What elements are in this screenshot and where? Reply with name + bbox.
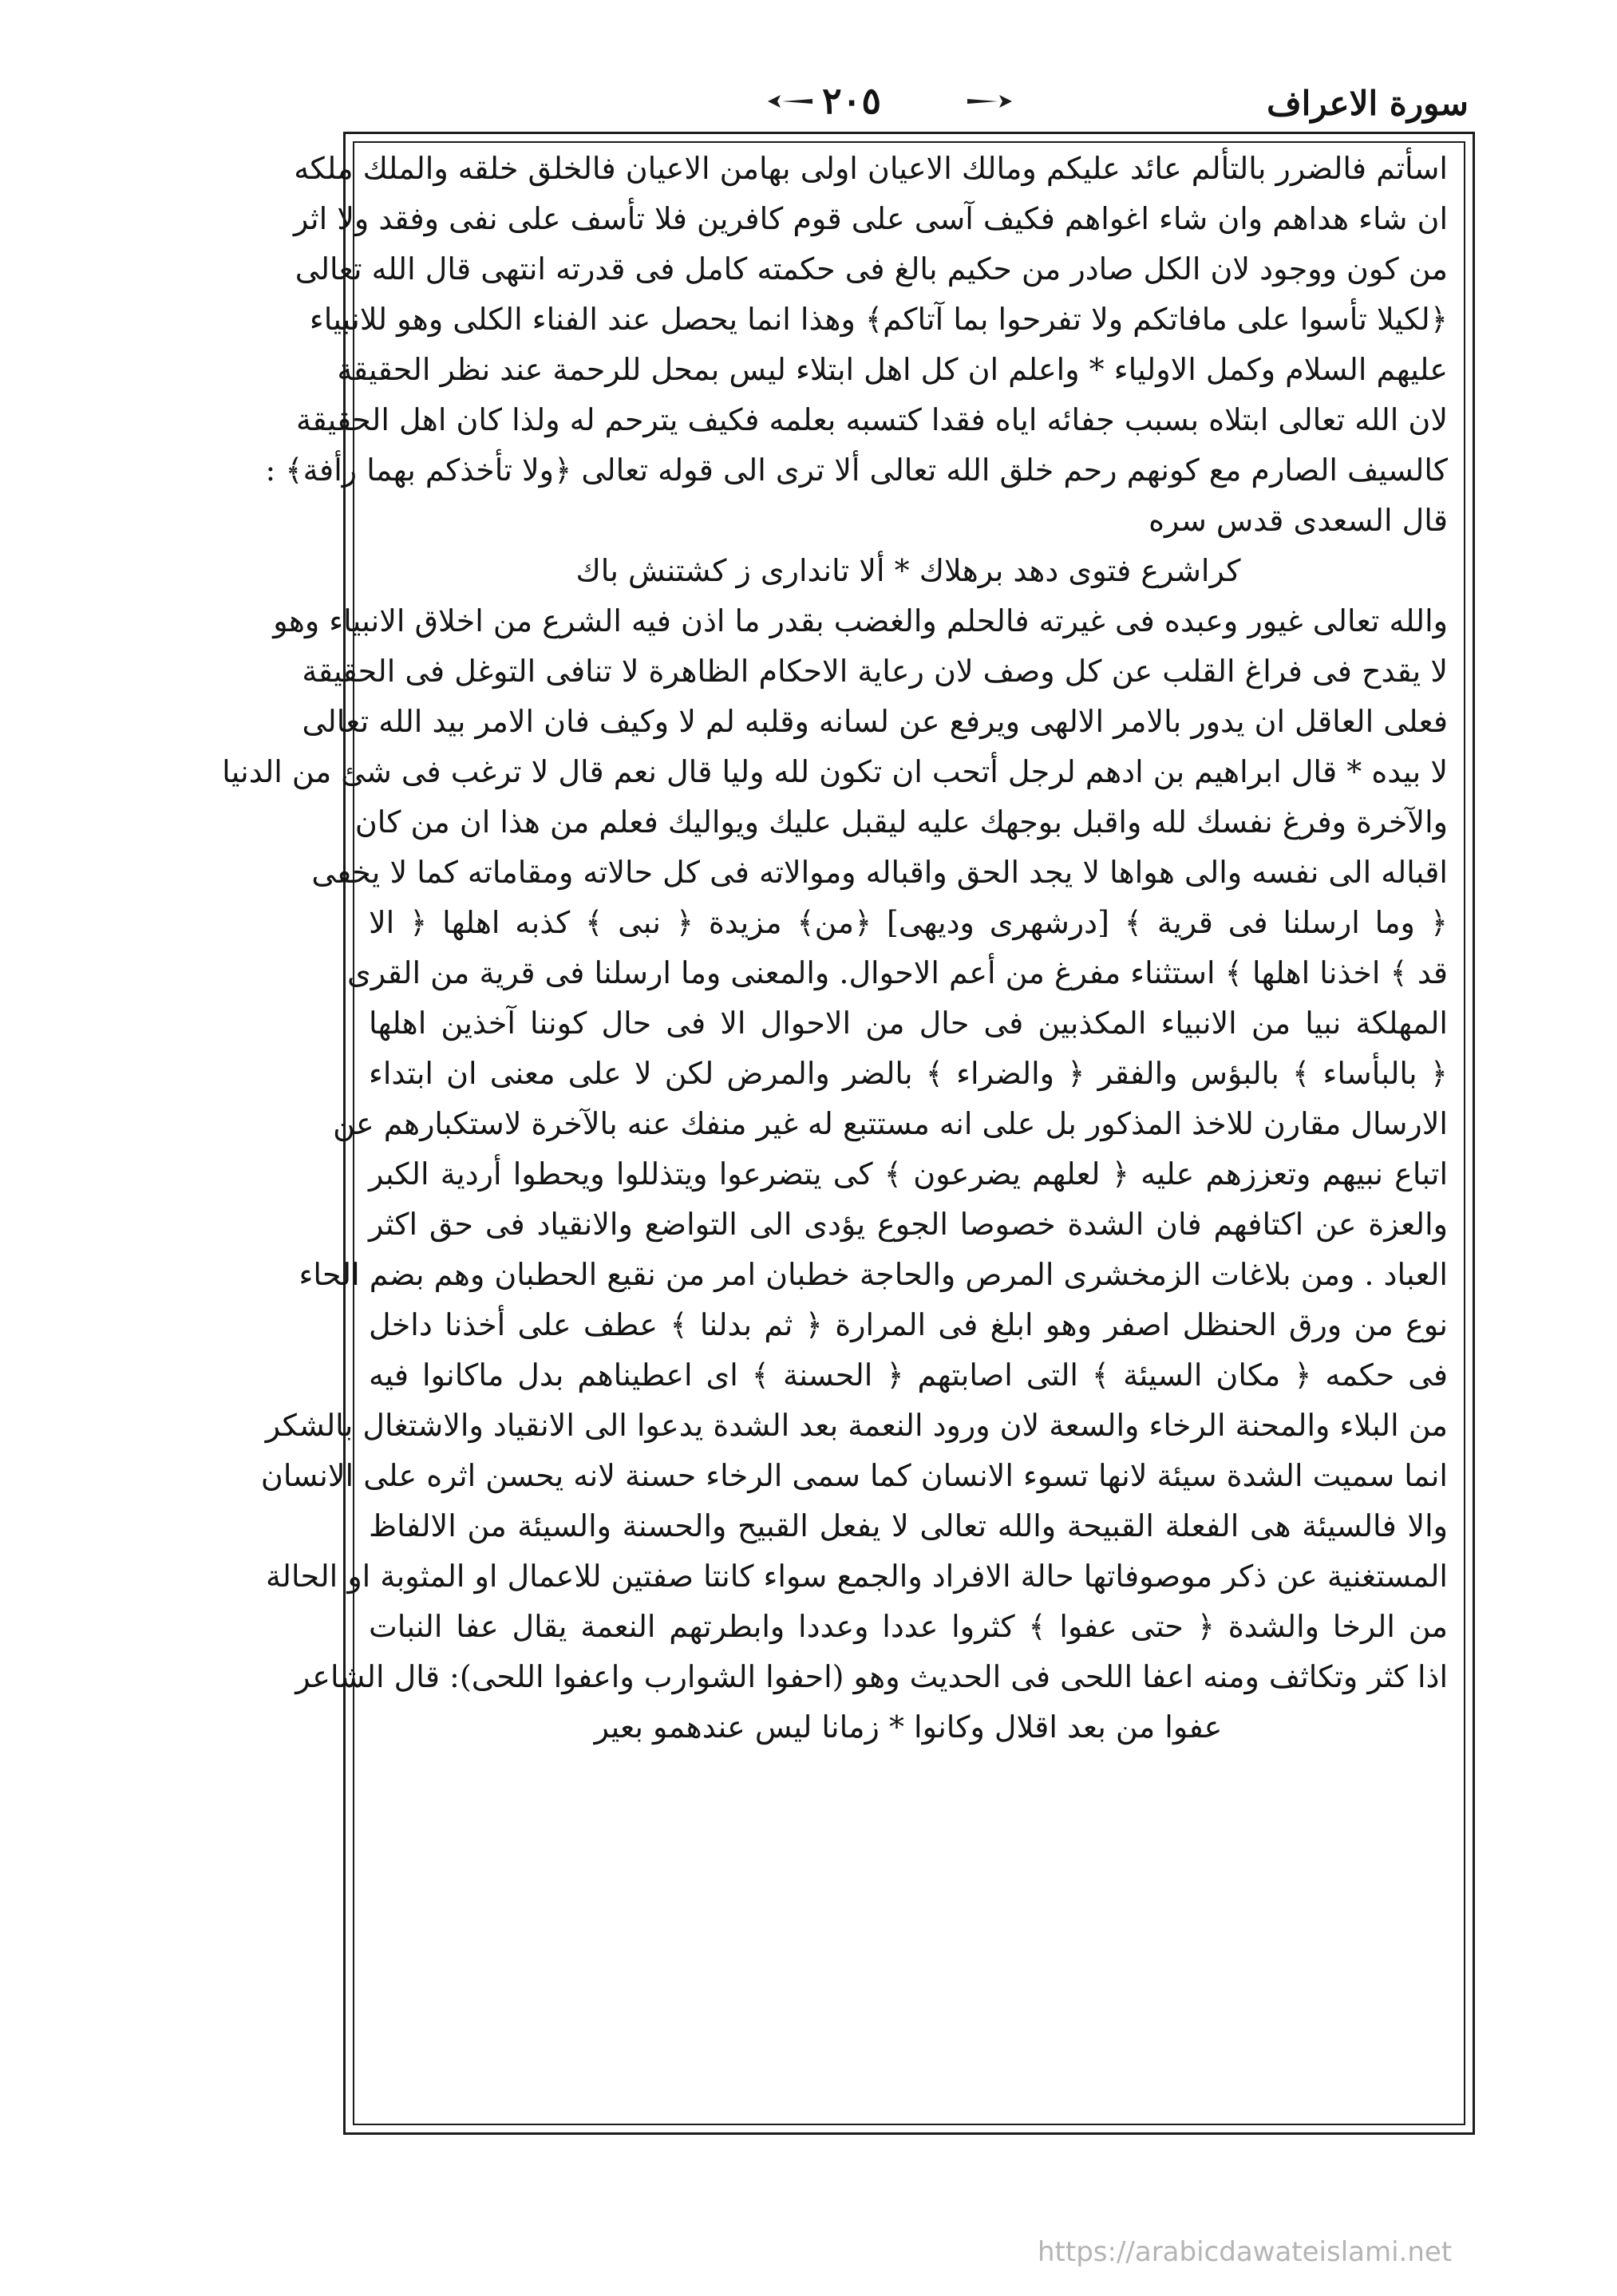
text-line: والا فالسيئة هى الفعلة القبيحة والله تعالى لا يفعل القبيح والحسنة والسيئة من الالفاظ (369, 1508, 1448, 1543)
text-line: الارسال مقارن للاخذ المذكور بل على انه مستتبع له غير منفك عنه بالآخرة لاستكبارهم عن (333, 1106, 1448, 1141)
text-line: كالسيف الصارم مع كونهم رحم خلق الله تعالى ألا ترى الى قوله تعالى ﴿ولا تأخذكم بهما رأفة﴾ : (265, 452, 1448, 488)
text-line: قال السعدى قدس سره (1149, 503, 1448, 538)
text-line: فى حكمه ﴿ مكان السيئة ﴾ التى اصابتهم ﴿ الحسنة ﴾ اى اعطيناهم بدل ماكانوا فيه (369, 1357, 1448, 1393)
text-line: لان الله تعالى ابتلاه بسبب جفائه اياه فقدا كتسبه بعلمه فكيف يترحم له ولذا كان اهل الحقيقة (295, 402, 1448, 437)
text-line: اذا كثر وتكاثف ومنه اعفا اللحى فى الحديث وهو (احفوا الشوارب واعفوا اللحى): قال الشاعر (295, 1659, 1448, 1694)
ornament-left-icon (766, 93, 814, 109)
body-text (222, 144, 1448, 1753)
page-number: ٢٠٥ (822, 79, 882, 122)
text-line: المهلكة نبيا من الانبياء المكذبين فى حال من الاحوال الا فى حال كوننا آخذين اهلها (369, 1006, 1448, 1041)
text-line: من الرخا والشدة ﴿ حتى عفوا ﴾ كثروا عددا وعددا وابطرتهم النعمة يقال عفا النبات (369, 1609, 1448, 1644)
text-line: اسأتم فالضرر بالتألم عائد عليكم ومالك الاعيان اولى بهامن الاعيان فالخلق خلقه والملك ملكه (294, 151, 1448, 186)
text-line: من كون ووجود لان الكل صادر من حكيم بالغ فى حكمته كامل فى قدرته انتهى قال الله تعالى (295, 251, 1448, 287)
ornament-right-icon (966, 93, 1014, 109)
text-line: نوع من ورق الحنظل اصفر وهو ابلغ فى المرارة ﴿ ثم بدلنا ﴾ عطف على أخذنا داخل (369, 1307, 1448, 1342)
poetry-verse: كراشرع فتوى دهد برهلاك * ألا تاندارى ز كشتنش باك (575, 553, 1241, 588)
text-line: ﴿ بالبأساء ﴾ بالبؤس والفقر ﴿ والضراء ﴾ بالضر والمرض لكن لا على معنى ان ابتداء (369, 1056, 1448, 1091)
text-line: فعلى العاقل ان يدور بالامر الالهى ويرفع عن لسانه وقلبه لم لا وكيف فان الامر بيد الله تعالى (302, 704, 1448, 739)
text-line: اتباع نبيهم وتعززهم عليه ﴿ لعلهم يضرعون ﴾ كى يتضرعوا ويتذللوا ويحطوا أردية الكبر (369, 1156, 1448, 1191)
text-line: المستغنية عن ذكر موصوفاتها حالة الافراد والجمع سواء كانتا صفتين للاعمال او المثوبة او الحالة (266, 1559, 1448, 1594)
text-line: انما سميت الشدة سيئة لانها تسوء الانسان كما سمى الرخاء حسنة لانه يحسن اثره على الانسان (260, 1458, 1448, 1493)
text-line: العباد . ومن بلاغات الزمخشرى المرص والحاجة خطبان امر من نقيع الحطبان وهم بضم الحاء (298, 1257, 1448, 1292)
page-header (351, 76, 1469, 132)
text-line: لا يقدح فى فراغ القلب عن كل وصف لان رعاية الاحكام الظاهرة لا تنافى التوغل فى الحقيقة (302, 654, 1448, 689)
text-line: لا بيده * قال ابراهيم بن ادهم لرجل أتحب ان تكون لله وليا قال نعم قال لا ترغب فى شئ من الدنيا (222, 754, 1448, 789)
text-line: ﴿ وما ارسلنا فى قرية ﴾ [درشهرى وديهى] ﴿من﴾ مزيدة ﴿ نبى ﴾ كذبه اهلها ﴿ الا (369, 905, 1448, 940)
text-line: عليهم السلام وكمل الاولياء * واعلم ان كل اهل ابتلاء ليس بمحل للرحمة عند نظر الحقيقة (337, 352, 1448, 387)
text-line: والعزة عن اكتافهم فان الشدة خصوصا الجوع يؤدى الى التواضع والانقياد فى حق اكثر (369, 1207, 1448, 1242)
text-line: ﴿لكيلا تأسوا على مافاتكم ولا تفرحوا بما آتاكم﴾ وهذا انما يحصل عند الفناء الكلى وهو للانبياء (309, 302, 1448, 337)
poetry-verse: عفوا من بعد اقلال وكانوا * زمانا ليس عندهمو بعير (594, 1709, 1223, 1745)
watermark-url: https://arabicdawateislami.net (1038, 2236, 1453, 2268)
text-line: والآخرة وفرغ نفسك لله واقبل بوجهك عليه ليقبل عليك ويواليك فعلم من هذا ان من كان (354, 804, 1448, 840)
text-line: من البلاء والمحنة الرخاء والسعة لان ورود النعمة بعد الشدة يدعوا الى الانقياد والاشتغال بالشكر (265, 1408, 1448, 1443)
text-line: ان شاء هداهم وان شاء اغواهم فكيف آسى على قوم كافرين فلا تأسف على نفى وفقد ولا اثر (294, 201, 1448, 236)
text-line: قد ﴾ اخذنا اهلها ﴾ استثناء مفرغ من أعم الاحوال. والمعنى وما ارسلنا فى قرية من القرى (346, 955, 1448, 990)
surah-title: سورة الاعراف (1267, 84, 1469, 123)
text-line: اقباله الى نفسه والى هواها لا يجد الحق واقباله وموالاته فى كل حالاته ومقاماته كما لا يخفى (311, 855, 1448, 890)
text-line: والله تعالى غيور وعبده فى غيرته فالحلم والغضب بقدر ما اذن فيه الشرع من اخلاق الانبياء وهو (273, 603, 1448, 638)
